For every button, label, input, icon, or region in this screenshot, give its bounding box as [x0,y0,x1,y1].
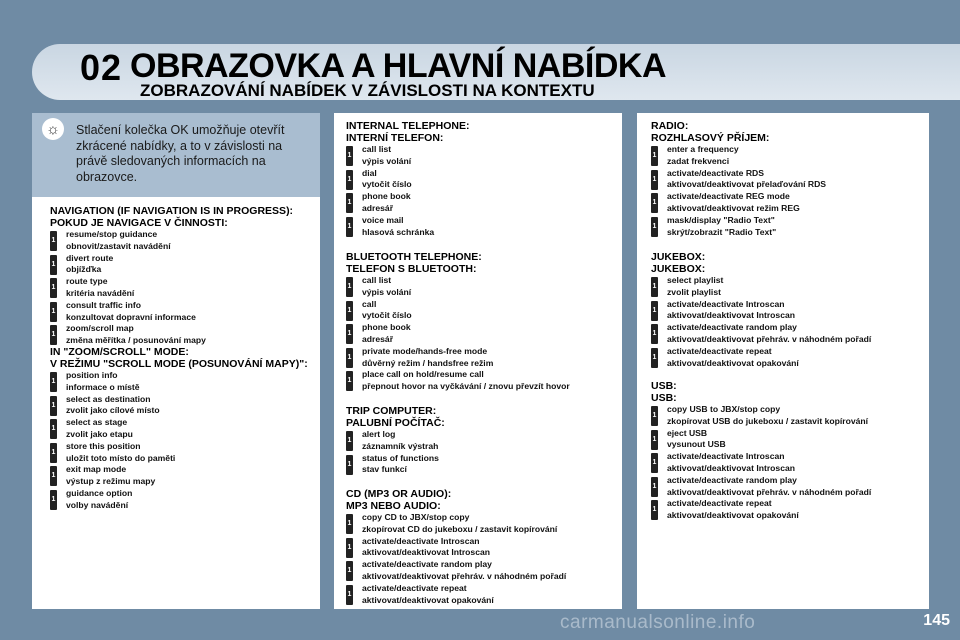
section-heading: POKUD JE NAVIGACE V ČINNOSTI: [50,217,228,229]
item-label-cs: informace o místě [66,381,140,392]
step-badge: 1 [346,348,353,368]
menu-item [50,276,293,300]
item-label-cs: záznamník výstrah [362,440,439,451]
menu-item [50,417,308,441]
step-badge: 1 [651,170,658,190]
item-label-en: route type [66,276,108,287]
jukebox-section [651,251,871,369]
menu-item [346,275,570,299]
item-label-en: activate/deactivate random play [667,474,797,485]
item-label-en: guidance option [66,487,133,498]
menu-item [346,168,469,192]
step-badge: 1 [346,170,353,190]
item-label-en: consult traffic info [66,299,141,310]
step-badge: 1 [50,466,57,486]
item-label-en: private mode/hands-free mode [362,345,488,356]
item-label-en: select playlist [667,275,724,285]
menu-item [346,191,469,215]
item-label-cs: aktivovat/deaktivovat Introscan [667,310,795,321]
menu-item [346,453,445,477]
section-heading: USB: [651,380,677,392]
menu-item [50,370,308,394]
navigation-section [50,205,293,347]
section-heading: IN "ZOOM/SCROLL" MODE: [50,346,189,358]
section-heading: RADIO: [651,120,689,132]
menu-item [346,322,570,346]
item-label-cs: hlasová schránka [362,226,435,237]
tip-text: Stlačení kolečka OK umožňuje otevřít zkrácené nabídky, a to v závislosti na právě sledovaných informacích na obrazovce. [76,123,285,184]
item-label-en: position info [66,370,118,380]
step-badge: 1 [346,514,353,534]
step-badge: 1 [50,231,57,251]
chapter-number: 02 [80,47,123,88]
section-heading: JUKEBOX: [651,251,706,263]
menu-item [346,536,566,560]
item-label-en: activate/deactivate repeat [667,345,772,356]
section-heading: V REŽIMU "SCROLL MODE (POSUNOVÁNÍ MAPY)": [50,358,308,370]
step-badge: 1 [651,477,658,497]
section-heading: INTERNAL TELEPHONE: [346,120,470,132]
menu-item [651,475,871,499]
page-subtitle: ZOBRAZOVÁNÍ NABÍDEK V ZÁVISLOSTI NA KONTEXTU [140,81,595,100]
item-label-cs: aktivovat/deaktivovat přehráv. v náhodném pořadí [362,570,567,581]
item-label-en: call list [362,275,392,285]
item-label-cs: aktivovat/deaktivovat přehráv. v náhodném pořadí [667,486,872,497]
item-label-cs: aktivovat/deaktivovat přelaďování RDS [667,179,827,190]
step-badge: 1 [651,277,658,297]
menu-item [651,428,871,452]
menu-item [50,229,293,253]
item-label-cs: aktivovat/deaktivovat opakování [667,357,799,368]
step-badge: 1 [651,500,658,520]
step-badge: 1 [50,443,57,463]
step-badge: 1 [346,301,353,321]
section-heading: TRIP COMPUTER: [346,405,437,417]
item-label-cs: aktivovat/deaktivovat přehráv. v náhodném pořadí [667,333,872,344]
step-badge: 1 [50,372,57,392]
item-label-en: store this position [66,440,141,451]
item-label-cs: důvěrný režim / handsfree režim [362,357,494,368]
step-badge: 1 [651,406,658,426]
item-label-en: exit map mode [66,464,127,475]
item-label-cs: vytočit číslo [362,310,412,321]
item-label-cs: objížďka [66,264,102,275]
item-label-en: activate/deactivate Introscan [362,535,480,546]
item-label-cs: adresář [362,333,394,344]
item-label-cs: kritéria navádění [66,287,135,298]
bluetooth-telephone-section [346,251,570,393]
item-label-cs: aktivovat/deaktivovat Introscan [667,462,795,473]
item-label-en: phone book [362,322,411,333]
item-label-en: call [362,298,377,309]
menu-item [346,512,566,536]
item-label-cs: zkopírovat CD do jukeboxu / zastavit kopírování [362,523,558,534]
item-label-en: copy CD to JBX/stop copy [362,512,470,522]
item-label-en: alert log [362,429,396,439]
section-heading: PALUBNÍ POČÍTAČ: [346,417,445,429]
menu-item [346,429,445,453]
item-label-en: activate/deactivate repeat [362,582,467,593]
section-heading: TELEFON S BLUETOOTH: [346,263,477,275]
item-label-en: activate/deactivate Introscan [667,298,785,309]
sun-icon: ☼ [42,118,64,140]
step-badge: 1 [50,419,57,439]
item-label-cs: vysunout USB [667,439,726,450]
menu-item [50,464,308,488]
item-label-en: call list [362,144,392,154]
item-label-cs: adresář [362,202,394,213]
item-label-cs: aktivovat/deaktivovat opakování [362,594,494,605]
step-badge: 1 [346,217,353,237]
step-badge: 1 [346,324,353,344]
menu-item [50,253,293,277]
step-badge: 1 [50,302,57,322]
item-label-cs: aktivovat/deaktivovat režim REG [667,202,800,213]
menu-item [50,300,293,324]
item-label-en: eject USB [667,427,708,438]
watermark: carmanualsonline.info [560,612,756,633]
item-label-en: select as stage [66,417,128,428]
menu-item [50,488,308,512]
step-badge: 1 [50,490,57,510]
item-label-cs: výpis volání [362,286,412,297]
step-badge: 1 [651,193,658,213]
item-label-en: status of functions [362,452,439,463]
item-label-cs: zvolit playlist [667,286,721,297]
step-badge: 1 [50,255,57,275]
section-heading: ROZHLASOVÝ PŘÍJEM: [651,132,770,144]
item-label-cs: aktivovat/deaktivovat opakování [667,510,799,521]
step-badge: 1 [346,277,353,297]
menu-item [346,583,566,607]
item-label-en: activate/deactivate Introscan [667,451,785,462]
step-badge: 1 [346,371,353,391]
cd-section [346,488,566,606]
menu-item [651,191,826,215]
section-heading: NAVIGATION (IF NAVIGATION IS IN PROGRESS): [50,205,294,217]
item-label-en: zoom/scroll map [66,323,134,334]
menu-item [651,498,871,522]
step-badge: 1 [651,453,658,473]
step-badge: 1 [346,561,353,581]
item-label-en: enter a frequency [667,144,739,154]
menu-item [346,144,469,168]
step-badge: 1 [651,430,658,450]
item-label-cs: zvolit jako cílové místo [66,405,160,416]
item-label-en: mask/display "Radio Text" [667,214,775,225]
step-badge: 1 [50,325,57,345]
item-label-cs: zkopírovat USB do jukeboxu / zastavit kopírování [667,415,869,426]
internal-telephone-section [346,120,469,238]
item-label-en: copy USB to JBX/stop copy [667,404,781,414]
menu-item [651,451,871,475]
menu-item [346,369,570,393]
step-badge: 1 [651,146,658,166]
step-badge: 1 [346,455,353,475]
item-label-cs: změna měřítka / posunování mapy [66,335,206,346]
step-badge: 1 [346,585,353,605]
section-heading: CD (MP3 OR AUDIO): [346,488,452,500]
item-label-cs: konzultovat dopravní informace [66,311,196,322]
item-label-cs: uložit toto místo do paměti [66,452,176,463]
trip-computer-section [346,405,445,476]
usb-section [651,380,871,522]
step-badge: 1 [651,217,658,237]
section-heading: MP3 NEBO AUDIO: [346,500,441,512]
item-label-en: resume/stop guidance [66,229,158,239]
item-label-en: voice mail [362,214,404,225]
item-label-en: phone book [362,191,411,202]
item-label-en: select as destination [66,393,151,404]
menu-item [651,215,826,239]
item-label-cs: volby navádění [66,499,129,510]
menu-item [346,559,566,583]
page-title: OBRAZOVKA A HLAVNÍ NABÍDKA [130,47,667,85]
section-heading: JUKEBOX: [651,263,706,275]
step-badge: 1 [651,348,658,368]
item-label-cs: vytočit číslo [362,179,412,190]
item-label-en: activate/deactivate random play [667,322,797,333]
step-badge: 1 [346,538,353,558]
step-badge: 1 [346,193,353,213]
item-label-en: activate/deactivate REG mode [667,191,790,202]
step-badge: 1 [50,396,57,416]
item-label-cs: zadat frekvenci [667,155,730,166]
menu-item [50,323,293,347]
section-heading: USB: [651,392,677,404]
menu-item [651,168,826,192]
menu-item [651,299,871,323]
menu-item [651,346,871,370]
radio-section [651,120,826,238]
item-label-en: activate/deactivate random play [362,559,492,570]
menu-item [346,215,469,239]
section-heading: INTERNÍ TELEFON: [346,132,444,144]
page-number: 145 [923,612,950,629]
menu-item [50,441,308,465]
item-label-cs: stav funkcí [362,464,407,475]
item-label-en: dial [362,167,377,178]
step-badge: 1 [50,278,57,298]
item-label-en: activate/deactivate repeat [667,498,772,509]
item-label-cs: skrýt/zobrazit "Radio Text" [667,226,777,237]
step-badge: 1 [651,324,658,344]
menu-item [651,144,826,168]
menu-item [651,275,871,299]
section-heading: BLUETOOTH TELEPHONE: [346,251,482,263]
item-label-cs: přepnout hovor na vyčkávání / znovu převzít hovor [362,381,570,392]
item-label-en: activate/deactivate RDS [667,167,764,178]
item-label-en: divert route [66,252,114,263]
item-label-cs: zvolit jako etapu [66,428,133,439]
step-badge: 1 [651,301,658,321]
item-label-cs: výpis volání [362,155,412,166]
item-label-cs: aktivovat/deaktivovat Introscan [362,547,490,558]
step-badge: 1 [346,146,353,166]
item-label-cs: obnovit/zastavit navádění [66,240,171,251]
menu-item [651,404,871,428]
menu-item [50,394,308,418]
item-label-cs: výstup z režimu mapy [66,476,156,487]
zoom-scroll-section [50,346,308,512]
menu-item [346,299,570,323]
step-badge: 1 [346,431,353,451]
menu-item [346,346,570,370]
item-label-en: place call on hold/resume call [362,369,484,380]
menu-item [651,322,871,346]
